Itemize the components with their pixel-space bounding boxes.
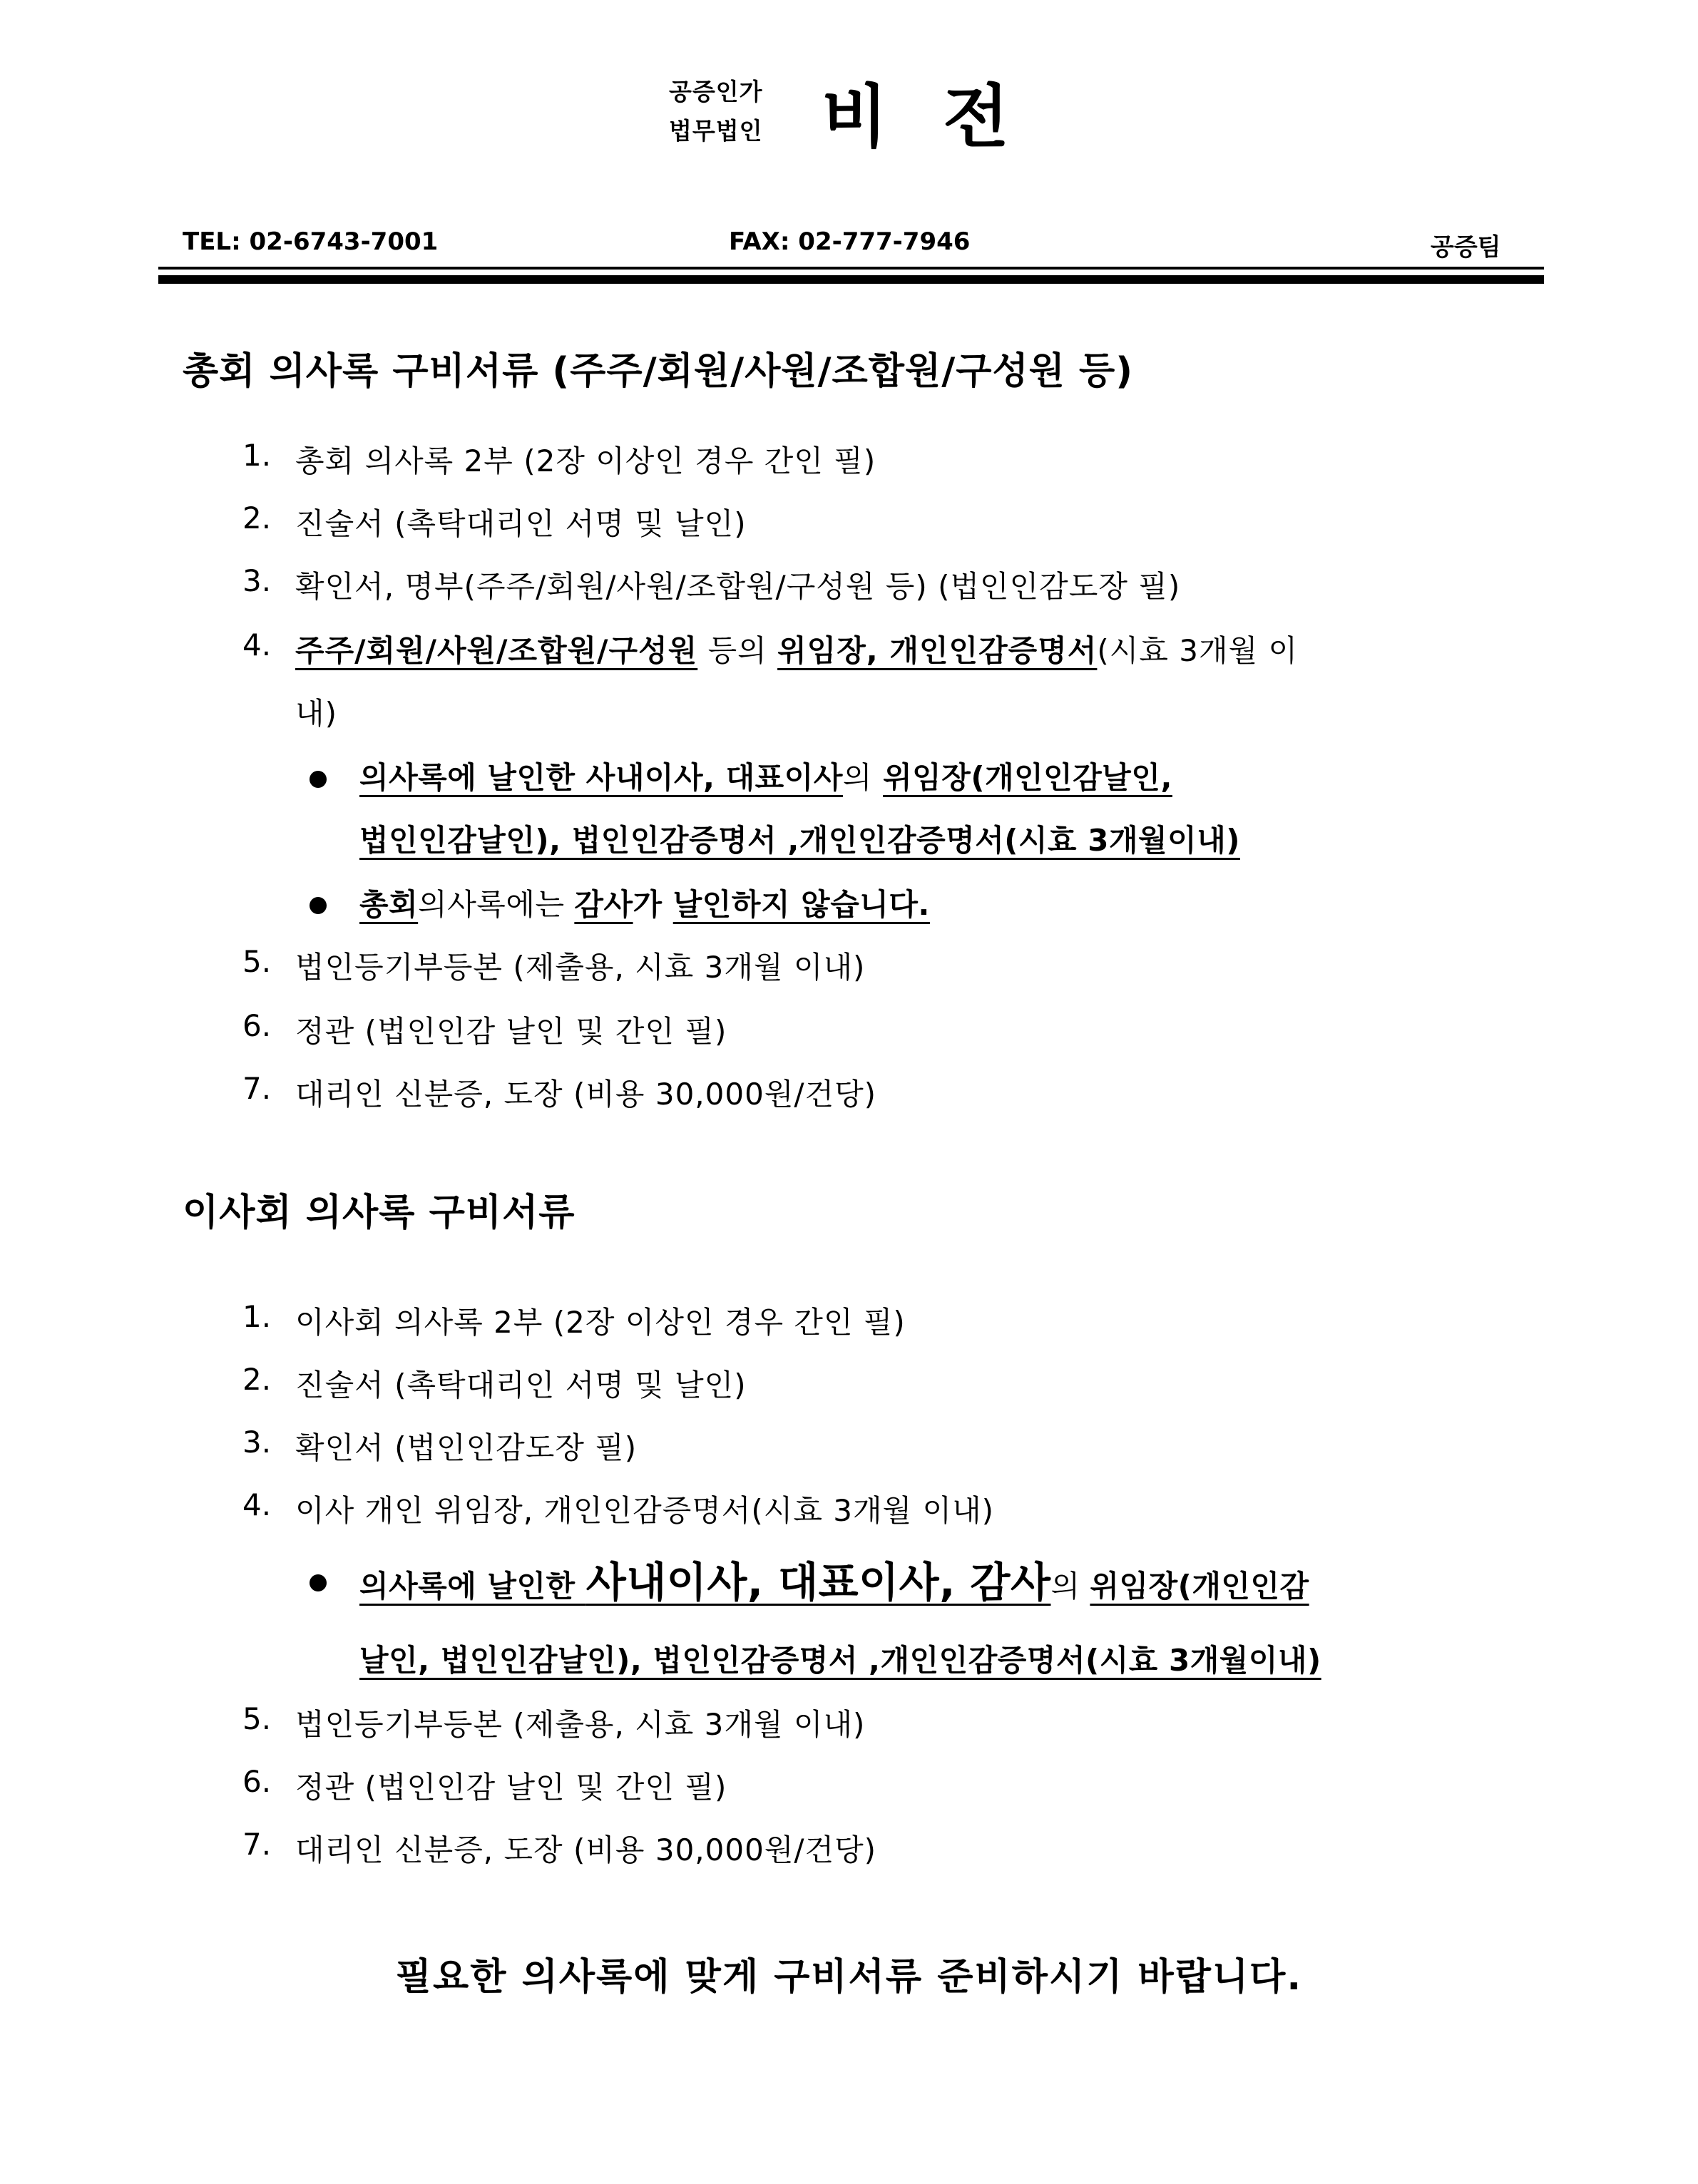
list-item-number: 1. <box>242 438 272 473</box>
list-item-text: 등의 <box>697 633 778 668</box>
list-item-number: 2. <box>242 1362 272 1397</box>
list-item: 진술서 (촉탁대리인 서명 및 날인) <box>295 506 747 541</box>
bullet-emphasis: 사내이사, 대표이사, 감사 <box>585 1558 1051 1606</box>
list-item: 확인서, 명부(주주/회원/사원/조합원/구성원 등) (법인인감도장 필) <box>295 569 1181 604</box>
bullet-text: 총회 <box>359 887 419 922</box>
tel-number: TEL: 02-6743-7001 <box>183 227 439 256</box>
bullet-text: 위임장(개인인감 <box>1090 1569 1309 1604</box>
bullet-item-continuation: 날인, 법인인감날인), 법인인감증명서 ,개인인감증명서(시효 3개월이내) <box>359 1643 1321 1678</box>
list-item-number: 6. <box>242 1008 272 1043</box>
bullet-item <box>359 754 1172 797</box>
list-item: 확인서 (법인인감도장 필) <box>295 1430 638 1465</box>
list-item-continuation: 내) <box>295 696 337 731</box>
header-rule-thick <box>158 275 1544 284</box>
bullet-text: 위임장(개인인감날인, <box>883 760 1172 795</box>
bullet-item <box>359 881 930 924</box>
list-item-number: 7. <box>242 1827 272 1862</box>
list-item-number: 3. <box>242 563 272 598</box>
list-item-number: 5. <box>242 1701 272 1736</box>
list-item-number: 5. <box>242 944 272 979</box>
list-item: 진술서 (촉탁대리인 서명 및 날인) <box>295 1368 747 1403</box>
bullet-text: 의사록에는 <box>418 887 575 922</box>
proxy-docs: 위임장, 개인인감증명서 <box>777 633 1098 668</box>
bullet-text: 감사 <box>574 887 633 922</box>
list-item: 대리인 신분증, 도장 (비용 30,000원/건당) <box>295 1077 877 1112</box>
list-item: 이사회 의사록 2부 (2장 이상인 경우 간인 필) <box>295 1305 906 1340</box>
section1-title: 총회 의사록 구비서류 (주주/회원/사원/조합원/구성원 등) <box>183 350 1134 393</box>
bullet-text: 의 <box>1050 1569 1090 1604</box>
fax-number: FAX: 02-777-7946 <box>729 227 971 256</box>
section2-title: 이사회 의사록 구비서류 <box>183 1191 576 1234</box>
list-item <box>295 627 1298 670</box>
list-item-number: 7. <box>242 1071 272 1106</box>
bullet-text: 의사록에 날인한 <box>359 1569 586 1604</box>
list-item: 법인등기부등본 (제출용, 시효 3개월 이내) <box>295 1707 866 1742</box>
list-item: 대리인 신분증, 도장 (비용 30,000원/건당) <box>295 1832 877 1867</box>
list-item-text: (시효 3개월 이 <box>1097 633 1299 668</box>
firm-label-line2: 법무법인 <box>669 117 763 145</box>
firm-label-line1: 공증인가 <box>669 78 763 106</box>
bullet-text: 의 <box>842 760 872 795</box>
bullet-item <box>359 1549 1309 1609</box>
bullet-text: 날인하지 않습니다. <box>672 887 930 922</box>
bullet-icon <box>310 1574 327 1591</box>
list-item-number: 1. <box>242 1299 272 1334</box>
list-item: 정관 (법인인감 날인 및 간인 필) <box>295 1014 727 1049</box>
list-item-number: 6. <box>242 1764 272 1799</box>
list-item-number: 2. <box>242 501 272 535</box>
list-item: 정관 (법인인감 날인 및 간인 필) <box>295 1770 727 1805</box>
list-item-number: 3. <box>242 1425 272 1460</box>
closing-note: 필요한 의사록에 맞게 구비서류 준비하시기 바랍니다. <box>395 1956 1303 1999</box>
list-item: 총회 의사록 2부 (2장 이상인 경우 간인 필) <box>295 444 876 478</box>
list-item-number: 4. <box>242 627 272 662</box>
list-item-number: 4. <box>242 1487 272 1522</box>
header-rule-thin <box>158 267 1544 270</box>
firm-name: 비 전 <box>822 77 1025 157</box>
list-item: 이사 개인 위임장, 개인인감증명서(시효 3개월 이내) <box>295 1493 995 1528</box>
bullet-icon <box>310 771 327 788</box>
list-item: 법인등기부등본 (제출용, 시효 3개월 이내) <box>295 950 866 985</box>
bullet-text: 가 <box>633 887 673 922</box>
bullet-icon <box>310 897 327 914</box>
member-types: 주주/회원/사원/조합원/구성원 <box>295 633 698 668</box>
team-name: 공증팀 <box>1431 233 1501 262</box>
bullet-text: 의사록에 날인한 사내이사, 대표이사 <box>359 760 843 795</box>
bullet-item-continuation: 법인인감날인), 법인인감증명서 ,개인인감증명서(시효 3개월이내) <box>359 823 1240 858</box>
